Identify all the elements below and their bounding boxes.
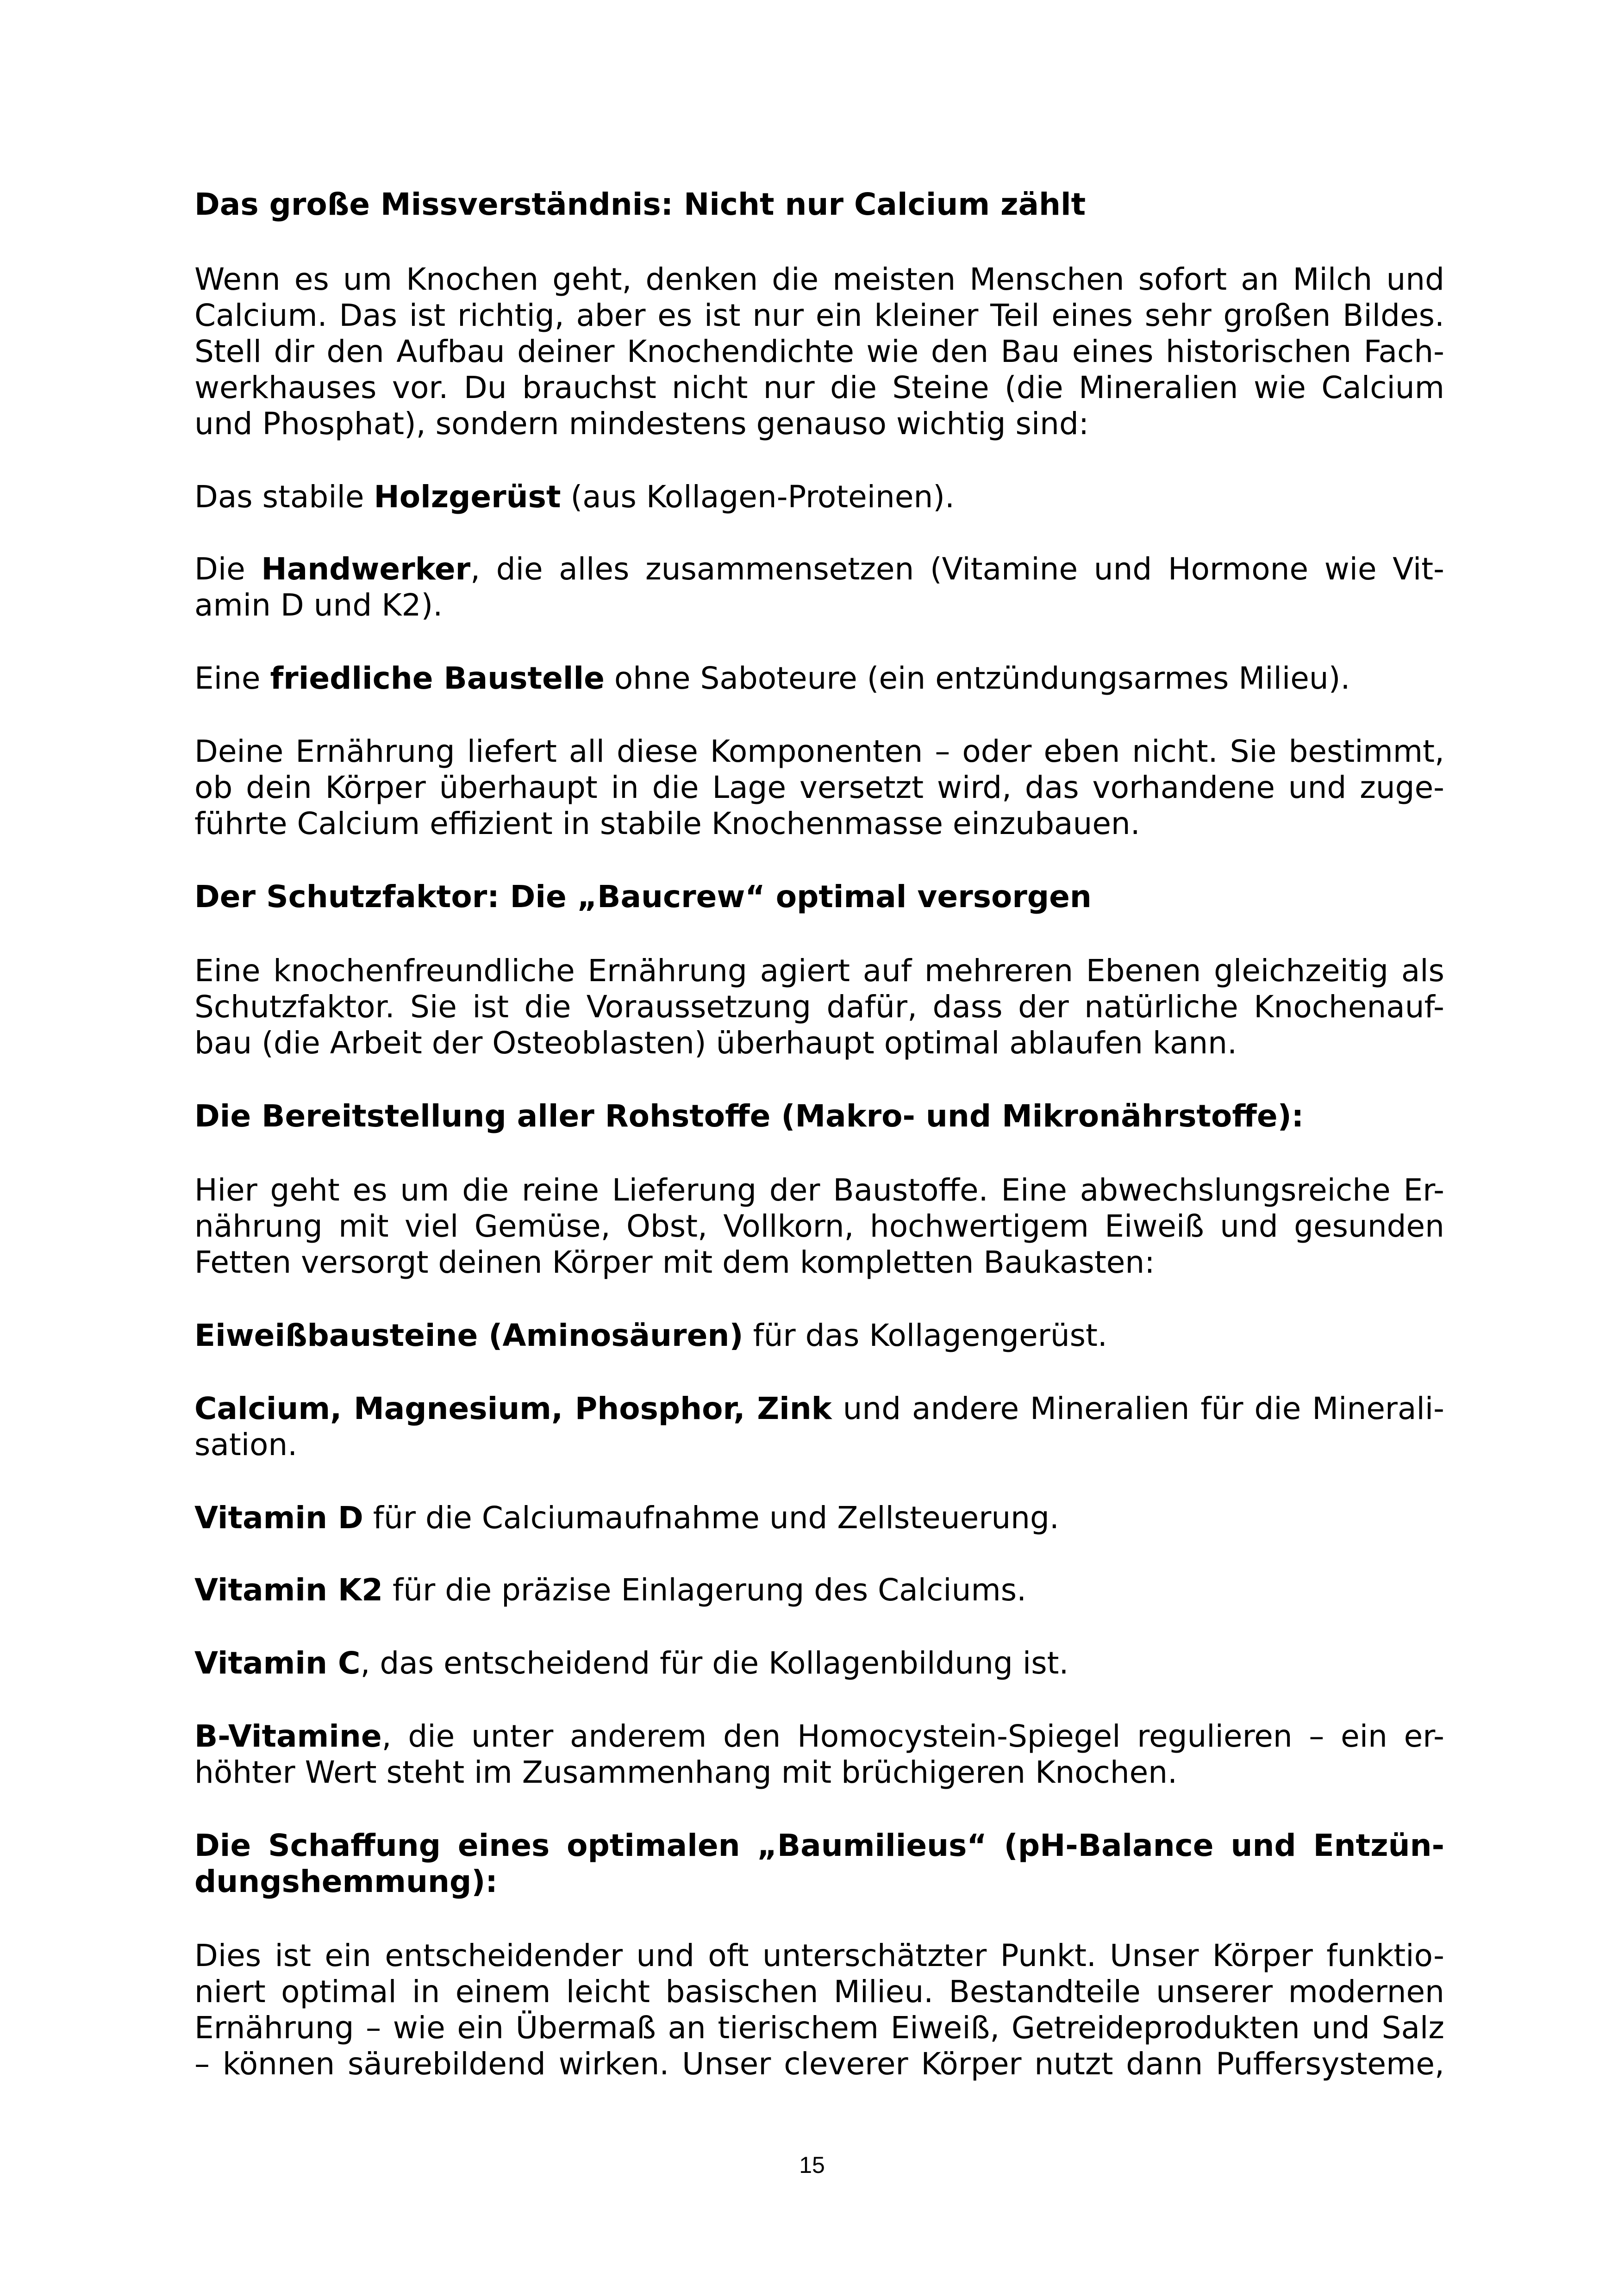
holzgeruest-post: (aus Kollagen-Proteinen). <box>561 479 955 515</box>
intro-line-1: Wenn es um Knochen geht, denken die meisten Menschen sofort an Milch und <box>194 261 1444 297</box>
handwerker-pre: Die <box>194 551 262 587</box>
lieferung-paragraph <box>194 1172 1444 1281</box>
vitamin-d-post: für die Calciumaufnahme und Zellsteuerung. <box>363 1500 1059 1536</box>
handwerker-post: , die alles zusammensetzen (Vitamine und Hormone wie Vit- <box>470 551 1444 587</box>
section-heading-calcium: Das große Missverständnis: Nicht nur Calcium zählt <box>194 187 1086 222</box>
minerals-line-2: sation. <box>194 1427 298 1462</box>
vitamin-b-line-1 <box>194 1718 1444 1755</box>
schutzfaktor-line-3: bau (die Arbeit der Osteoblasten) überhaupt optimal ablaufen kann. <box>194 1025 1237 1061</box>
vitamin-k2-item <box>194 1572 1444 1608</box>
eiweiss-post: für das Kollagengerüst. <box>743 1318 1107 1353</box>
vitamin-c-post: , das entscheidend für die Kollagenbildung ist. <box>360 1645 1069 1681</box>
ernaehrung-line-1: Deine Ernährung liefert all diese Komponenten – oder eben nicht. Sie bestimmt, <box>194 734 1444 769</box>
section-heading-rohstoffe: Die Bereitstellung aller Rohstoffe (Makro- und Mikronährstoffe): <box>194 1098 1304 1134</box>
schutzfaktor-paragraph <box>194 953 1444 1061</box>
minerals-line-1 <box>194 1391 1444 1427</box>
vitamin-b-item <box>194 1718 1444 1791</box>
section-heading-schutzfaktor: Der Schutzfaktor: Die „Baucrew“ optimal versorgen <box>194 879 1092 915</box>
schutzfaktor-line-2: Schutzfaktor. Sie ist die Voraussetzung dafür, dass der natürliche Knochenauf- <box>194 989 1444 1025</box>
section-heading-baumilieu <box>194 1828 1444 1900</box>
vitamin-c-bold: Vitamin C <box>194 1645 361 1681</box>
milieu-line-3: Ernährung – wie ein Übermaß an tierischem Eiweiß, Getreideprodukten und Salz <box>194 2010 1444 2046</box>
minerals-bold: Calcium, Magnesium, Phosphor, Zink <box>194 1391 832 1426</box>
handwerker-line-2: amin D und K2). <box>194 587 443 623</box>
vitamin-k2-post: für die präzise Einlagerung des Calciums. <box>383 1572 1027 1608</box>
eiweiss-bold: Eiweißbausteine (Aminosäuren) <box>194 1318 743 1353</box>
page-number: 15 <box>799 2152 825 2178</box>
page-content <box>194 187 1444 2082</box>
ernaehrung-paragraph <box>194 734 1444 842</box>
vitamin-c-item <box>194 1645 1444 1681</box>
holzgeruest-pre: Das stabile <box>194 479 374 515</box>
baustelle-bold: friedliche Baustelle <box>270 660 605 696</box>
vitamin-b-post: , die unter anderem den Homocystein-Spiegel regulieren – ein er- <box>381 1718 1444 1754</box>
vitamin-b-line-2: höhter Wert steht im Zusammenhang mit brüchigeren Knochen. <box>194 1755 1178 1790</box>
vitamin-k2-bold: Vitamin K2 <box>194 1572 383 1608</box>
intro-paragraph <box>194 261 1444 442</box>
lieferung-line-3: Fetten versorgt deinen Körper mit dem kompletten Baukasten: <box>194 1244 1155 1280</box>
baumilieu-heading-line-1: Die Schaffung eines optimalen „Baumilieus“ (pH-Balance und Entzün- <box>194 1828 1444 1863</box>
schutzfaktor-line-1: Eine knochenfreundliche Ernährung agiert auf mehreren Ebenen gleichzeitig als <box>194 953 1444 989</box>
milieu-paragraph <box>194 1938 1444 2082</box>
intro-line-4: werkhauses vor. Du brauchst nicht nur die Steine (die Mineralien wie Calcium <box>194 370 1444 405</box>
eiweiss-item <box>194 1318 1444 1354</box>
milieu-line-4: – können säurebildend wirken. Unser cleverer Körper nutzt dann Puffersysteme, <box>194 2046 1444 2082</box>
baustelle-paragraph <box>194 660 1444 697</box>
baumilieu-heading-line-2: dungshemmung): <box>194 1864 498 1899</box>
ernaehrung-line-2: ob dein Körper überhaupt in die Lage versetzt wird, das vorhandene und zuge- <box>194 770 1444 805</box>
intro-line-5: und Phosphat), sondern mindestens genauso wichtig sind: <box>194 406 1089 442</box>
milieu-line-2: niert optimal in einem leicht basischen Milieu. Bestandteile unserer modernen <box>194 1974 1444 2010</box>
lieferung-line-2: nährung mit viel Gemüse, Obst, Vollkorn, hochwertigem Eiweiß und gesunden <box>194 1208 1444 1244</box>
vitamin-b-bold: B-Vitamine <box>194 1718 382 1754</box>
milieu-line-1: Dies ist ein entscheidender und oft unterschätzter Punkt. Unser Körper funktio- <box>194 1938 1444 1973</box>
intro-line-2: Calcium. Das ist richtig, aber es ist nur ein kleiner Teil eines sehr großen Bildes. <box>194 298 1444 333</box>
holzgeruest-bold: Holzgerüst <box>374 479 561 515</box>
ernaehrung-line-3: führte Calcium effizient in stabile Knochenmasse einzubauen. <box>194 806 1140 841</box>
minerals-post: und andere Mineralien für die Minerali- <box>831 1391 1444 1426</box>
baustelle-post: ohne Saboteure (ein entzündungsarmes Milieu). <box>604 660 1350 696</box>
intro-line-3: Stell dir den Aufbau deiner Knochendichte wie den Bau eines historischen Fach- <box>194 334 1444 369</box>
minerals-item <box>194 1391 1444 1463</box>
baustelle-pre: Eine <box>194 660 270 696</box>
vitamin-d-item <box>194 1500 1444 1536</box>
handwerker-paragraph <box>194 551 1444 623</box>
holzgeruest-paragraph <box>194 479 1444 515</box>
handwerker-line-1 <box>194 551 1444 587</box>
handwerker-bold: Handwerker <box>261 551 471 587</box>
lieferung-line-1: Hier geht es um die reine Lieferung der Baustoffe. Eine abwechslungsreiche Er- <box>194 1172 1444 1208</box>
vitamin-d-bold: Vitamin D <box>194 1500 363 1536</box>
